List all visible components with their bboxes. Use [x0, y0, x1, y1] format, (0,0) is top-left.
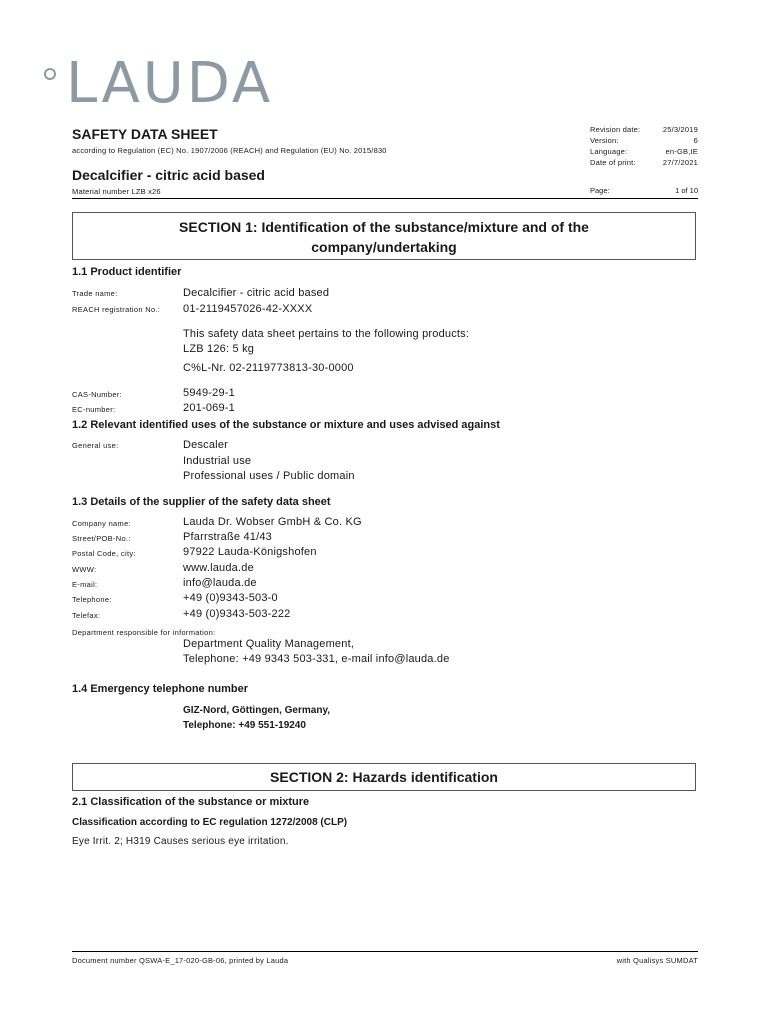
product-line: LZB 126: 5 kg	[183, 343, 255, 355]
heading-1-4: 1.4 Emergency telephone number	[72, 683, 249, 695]
department-label: Department responsible for information:	[72, 628, 216, 637]
header-divider	[72, 198, 698, 199]
section-1-title-line1: SECTION 1: Identification of the substance/mixture and of the	[179, 219, 589, 235]
cas-label: CAS-Number:	[72, 390, 122, 399]
meta-row-print-date	[590, 157, 698, 168]
footer-software: with Qualisys SUMDAT	[616, 956, 698, 965]
meta-label: Revision date:	[590, 125, 641, 134]
emergency-line1: GIZ-Nord, Göttingen, Germany,	[183, 705, 331, 716]
heading-1-2: 1.2 Relevant identified uses of the substance or mixture and uses advised against	[72, 419, 500, 431]
supplier-value: Lauda Dr. Wobser GmbH & Co. KG	[183, 516, 362, 528]
logo-circle-icon	[44, 68, 56, 80]
supplier-value: info@lauda.de	[183, 577, 257, 589]
reach-value: 01-2119457026-42-XXXX	[183, 303, 313, 315]
supplier-label: Postal Code, city:	[72, 549, 136, 558]
page-label: Page:	[590, 186, 610, 195]
clp-heading: Classification according to EC regulation 1272/2008 (CLP)	[72, 817, 348, 828]
regulation-reference: according to Regulation (EC) No. 1907/2006 (REACH) and Regulation (EU) No. 2015/830	[72, 146, 387, 155]
meta-label: Version:	[590, 136, 619, 145]
meta-value: en-GB,IE	[665, 147, 698, 156]
general-use-label: General use:	[72, 441, 119, 450]
section-1-title-line2: company/undertaking	[311, 239, 457, 255]
trade-name-value: Decalcifier - citric acid based	[183, 287, 330, 299]
page-indicator	[590, 186, 698, 195]
meta-label: Date of print:	[590, 158, 636, 167]
meta-label: Language:	[590, 147, 628, 156]
section-2-title: SECTION 2: Hazards identification	[270, 769, 498, 785]
supplier-value: www.lauda.de	[183, 562, 254, 574]
material-number: Material number LZB x26	[72, 187, 161, 196]
supplier-label: Street/POB-No.:	[72, 534, 131, 543]
department-line2: Telephone: +49 9343 503-331, e-mail info@lauda.de	[183, 653, 450, 665]
footer-document-number: Document number QSWA-E_17-020-GB-06, printed by Lauda	[72, 956, 289, 965]
ec-value: 201-069-1	[183, 402, 235, 414]
document-meta	[590, 124, 698, 168]
meta-row-revision	[590, 124, 698, 135]
page-value: 1 of 10	[675, 186, 698, 195]
product-title: Decalcifier - citric acid based	[72, 167, 265, 183]
reach-label: REACH registration No.:	[72, 305, 161, 314]
section-2-heading	[72, 763, 696, 791]
supplier-label: Telefax:	[72, 611, 101, 620]
heading-1-1: 1.1 Product identifier	[72, 266, 182, 278]
supplier-label: E-mail:	[72, 580, 98, 589]
supplier-label: WWW:	[72, 565, 97, 574]
supplier-value: +49 (0)9343-503-222	[183, 608, 291, 620]
meta-row-language	[590, 146, 698, 157]
heading-1-3: 1.3 Details of the supplier of the safety data sheet	[72, 496, 331, 508]
ec-label: EC-number:	[72, 405, 116, 414]
supplier-value: Pfarrstraße 41/43	[183, 531, 272, 543]
trade-name-label: Trade name:	[72, 289, 118, 298]
clp-classification: Eye Irrit. 2; H319 Causes serious eye irritation.	[72, 836, 289, 847]
supplier-value: 97922 Lauda-Königshofen	[183, 546, 317, 558]
use-item: Industrial use	[183, 455, 252, 467]
pertains-text: This safety data sheet pertains to the following products:	[183, 328, 470, 340]
use-item: Descaler	[183, 439, 229, 451]
meta-row-version	[590, 135, 698, 146]
meta-value: 27/7/2021	[662, 158, 698, 167]
emergency-line2: Telephone: +49 551-19240	[183, 720, 306, 731]
meta-value: 6	[693, 136, 698, 145]
document-title: SAFETY DATA SHEET	[72, 126, 218, 142]
footer-divider	[72, 951, 698, 952]
use-item: Professional uses / Public domain	[183, 470, 355, 482]
supplier-label: Company name:	[72, 519, 131, 528]
cl-number: C%L-Nr. 02-2119773813-30-0000	[183, 362, 354, 374]
meta-value: 25/3/2019	[662, 125, 698, 134]
section-1-heading	[72, 212, 696, 260]
logo-text: LAUDA	[66, 51, 274, 116]
supplier-value: +49 (0)9343-503-0	[183, 592, 278, 604]
department-line1: Department Quality Management,	[183, 638, 355, 650]
cas-value: 5949-29-1	[183, 387, 235, 399]
heading-2-1: 2.1 Classification of the substance or mixture	[72, 796, 310, 808]
supplier-label: Telephone:	[72, 595, 112, 604]
